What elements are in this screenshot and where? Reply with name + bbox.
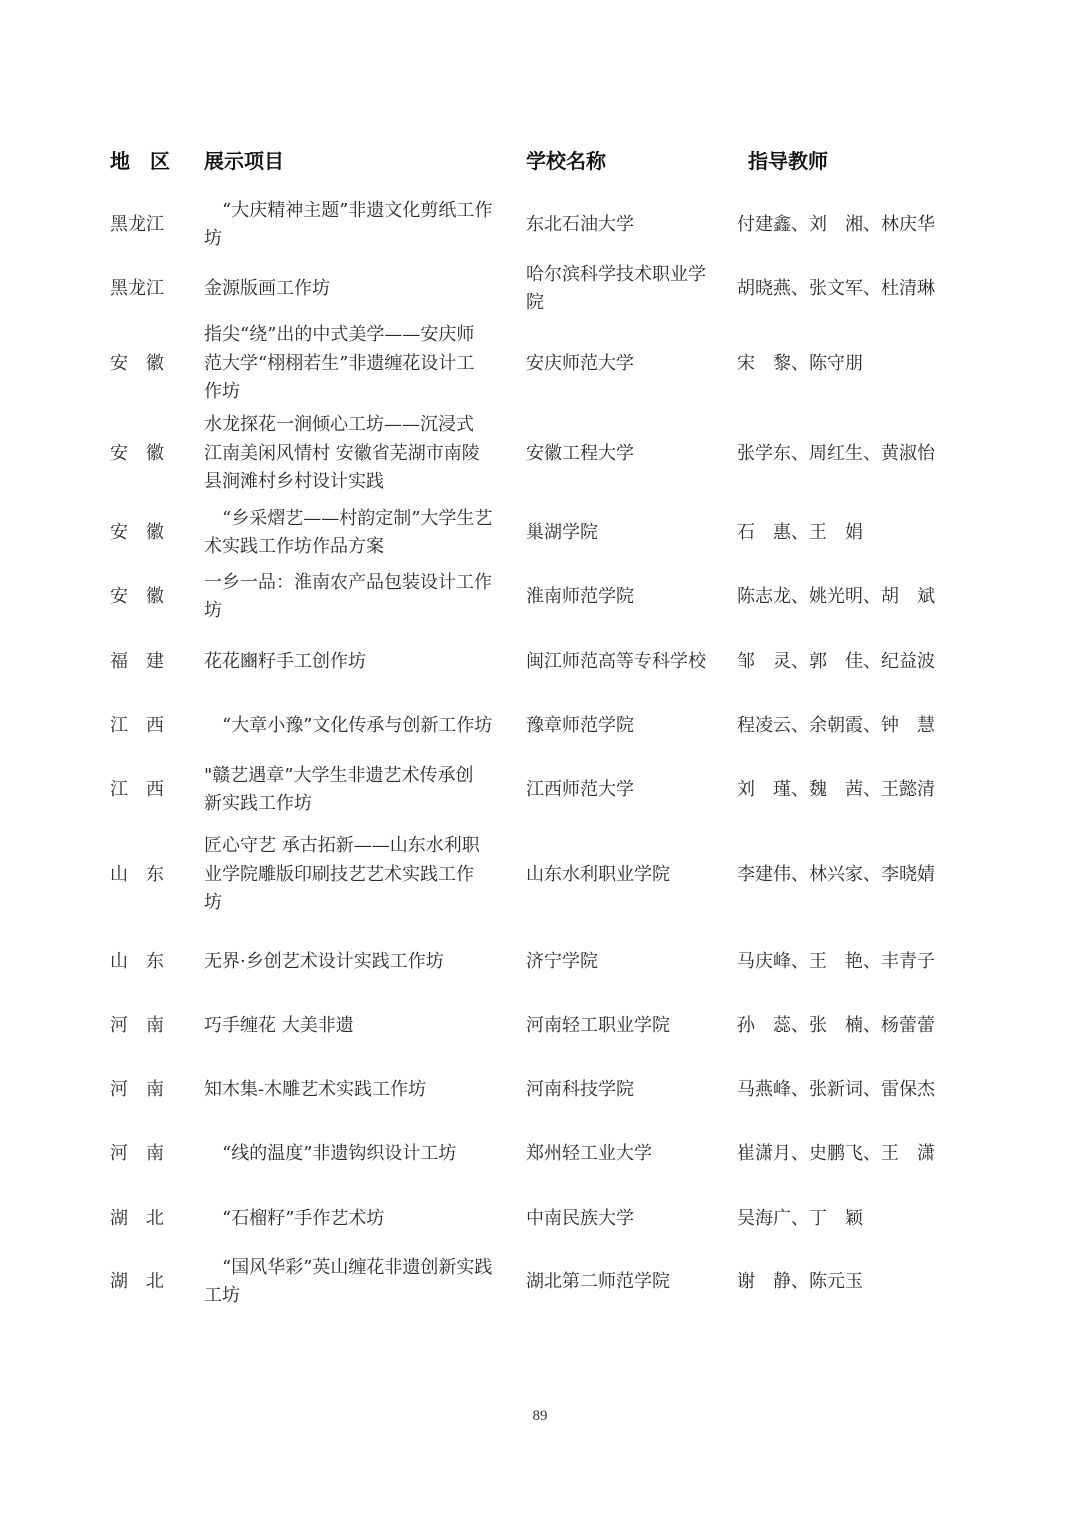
cell-region: 山 东 bbox=[110, 863, 164, 885]
cell-school: 巢湖学院 bbox=[526, 521, 598, 543]
table-row bbox=[0, 504, 1080, 562]
cell-teacher: 邹 灵、郭 佳、纪益波 bbox=[737, 650, 935, 672]
cell-region: 安 徽 bbox=[110, 521, 164, 543]
cell-teacher: 马燕峰、张新词、雷保杰 bbox=[737, 1078, 935, 1100]
cell-teacher: 吴海广、丁 颖 bbox=[737, 1207, 863, 1229]
cell-region: 黑龙江 bbox=[110, 213, 164, 235]
cell-school: 东北石油大学 bbox=[526, 213, 634, 235]
header-region: 地 区 bbox=[110, 149, 170, 173]
cell-project: “国风华彩”英山缠花非遗创新实践 工坊 bbox=[204, 1256, 493, 1306]
table-row bbox=[0, 1253, 1080, 1311]
cell-project: “线的温度”非遗钩织设计工坊 bbox=[204, 1142, 457, 1164]
table-row bbox=[0, 761, 1080, 819]
cell-teacher: 胡晓燕、张文军、杜清琳 bbox=[737, 277, 935, 299]
header-project: 展示项目 bbox=[204, 149, 284, 173]
table-row bbox=[0, 196, 1080, 254]
cell-school: 淮南师范学院 bbox=[526, 585, 634, 607]
table-row bbox=[0, 947, 1080, 977]
cell-region: 黑龙江 bbox=[110, 277, 164, 299]
cell-teacher: 石 惠、王 娟 bbox=[737, 521, 863, 543]
cell-teacher: 陈志龙、姚光明、胡 斌 bbox=[737, 585, 935, 607]
cell-project: 一乡一品：淮南农产品包装设计工作 坊 bbox=[204, 571, 492, 621]
cell-region: 河 南 bbox=[110, 1014, 164, 1036]
cell-project: 指尖“绕”出的中式美学——安庆师 范大学“栩栩若生”非遗缠花设计工 作坊 bbox=[204, 324, 475, 403]
cell-teacher: 马庆峰、王 艳、丰青子 bbox=[737, 950, 935, 972]
table-row bbox=[0, 1139, 1080, 1169]
cell-school: 河南轻工职业学院 bbox=[526, 1014, 670, 1036]
cell-region: 河 南 bbox=[110, 1142, 164, 1164]
cell-school: 湖北第二师范学院 bbox=[526, 1270, 670, 1292]
table-row bbox=[0, 1075, 1080, 1105]
table-row bbox=[0, 832, 1080, 918]
cell-project: 金源版画工作坊 bbox=[204, 277, 330, 299]
cell-teacher: 崔潇月、史鹏飞、王 潇 bbox=[737, 1142, 935, 1164]
cell-region: 福 建 bbox=[110, 650, 164, 672]
cell-teacher: 宋 黎、陈守朋 bbox=[737, 352, 863, 374]
table-row bbox=[0, 647, 1080, 677]
cell-region: 安 徽 bbox=[110, 442, 164, 464]
cell-region: 江 西 bbox=[110, 778, 164, 800]
cell-region: 江 西 bbox=[110, 714, 164, 736]
cell-region: 湖 北 bbox=[110, 1270, 164, 1292]
cell-school: 郑州轻工业大学 bbox=[526, 1142, 652, 1164]
cell-school: 江西师范大学 bbox=[526, 778, 634, 800]
cell-project: 花花豳籽手工创作坊 bbox=[204, 650, 366, 672]
table-row bbox=[0, 411, 1080, 497]
cell-teacher: 孙 蕊、张 楠、杨蕾蕾 bbox=[737, 1014, 935, 1036]
cell-teacher: 谢 静、陈元玉 bbox=[737, 1270, 863, 1292]
cell-region: 河 南 bbox=[110, 1078, 164, 1100]
table-row bbox=[0, 568, 1080, 626]
header-school: 学校名称 bbox=[526, 149, 606, 173]
table-row bbox=[0, 711, 1080, 741]
page-number: 89 bbox=[532, 1408, 548, 1424]
cell-project: 知木集-木雕艺术实践工作坊 bbox=[204, 1078, 427, 1100]
cell-school: 安庆师范大学 bbox=[526, 352, 634, 374]
cell-teacher: 付建鑫、刘 湘、林庆华 bbox=[737, 213, 935, 235]
cell-project: "赣艺遇章”大学生非遗艺术传承创 新实践工作坊 bbox=[204, 764, 474, 814]
cell-project: 巧手缠花 大美非遗 bbox=[204, 1014, 354, 1036]
cell-school: 哈尔滨科学技术职业学 院 bbox=[526, 263, 706, 313]
cell-school: 安徽工程大学 bbox=[526, 442, 634, 464]
cell-school: 河南科技学院 bbox=[526, 1078, 634, 1100]
cell-school: 山东水利职业学院 bbox=[526, 863, 670, 885]
cell-school: 济宁学院 bbox=[526, 950, 598, 972]
cell-project: 水龙探花一涧倾心工坊——沉浸式 江南美闲风情村 安徽省芜湖市南陵 县涧滩村乡村设计实践 bbox=[204, 414, 480, 493]
cell-project: 无界·乡创艺术设计实践工作坊 bbox=[204, 950, 444, 972]
header-teacher: 指导教师 bbox=[748, 149, 828, 173]
cell-project: 匠心守艺 承古拓新——山东水利职 业学院雕版印刷技艺艺术实践工作 坊 bbox=[204, 835, 480, 914]
cell-school: 豫章师范学院 bbox=[526, 714, 634, 736]
cell-project: “大庆精神主题”非遗文化剪纸工作 坊 bbox=[204, 199, 493, 249]
cell-region: 湖 北 bbox=[110, 1207, 164, 1229]
cell-teacher: 刘 瑾、魏 茜、王懿清 bbox=[737, 778, 935, 800]
table-row bbox=[0, 1204, 1080, 1234]
cell-teacher: 李建伟、林兴家、李晓婧 bbox=[737, 863, 935, 885]
cell-teacher: 程凌云、余朝霞、钟 慧 bbox=[737, 714, 935, 736]
table-row bbox=[0, 321, 1080, 407]
table-row bbox=[0, 1011, 1080, 1041]
cell-project: “大章小豫”文化传承与创新工作坊 bbox=[204, 714, 493, 736]
cell-project: “乡采熠艺——村韵定制”大学生艺 术实践工作坊作品方案 bbox=[204, 507, 493, 557]
cell-region: 安 徽 bbox=[110, 585, 164, 607]
cell-teacher: 张学东、周红生、黄淑怡 bbox=[737, 442, 935, 464]
table-row bbox=[0, 260, 1080, 318]
cell-region: 安 徽 bbox=[110, 352, 164, 374]
cell-school: 闽江师范高等专科学校 bbox=[526, 650, 706, 672]
cell-region: 山 东 bbox=[110, 950, 164, 972]
cell-school: 中南民族大学 bbox=[526, 1207, 634, 1229]
cell-project: “石榴籽”手作艺术坊 bbox=[204, 1207, 385, 1229]
